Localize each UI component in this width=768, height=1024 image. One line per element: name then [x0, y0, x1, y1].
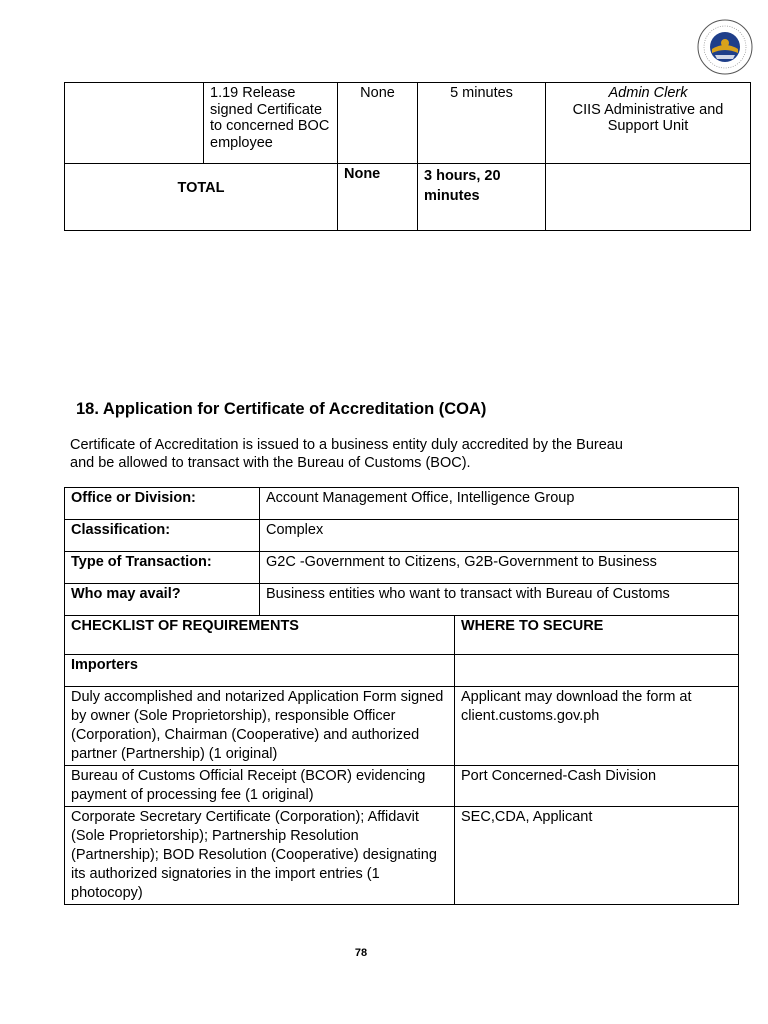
requirement-text: Bureau of Customs Official Receipt (BCOR) evidencing payment of processing fee (1 original)	[65, 766, 455, 807]
importers-label: Importers	[65, 655, 455, 687]
page-number: 78	[354, 947, 368, 959]
table-row	[65, 807, 739, 905]
table-row	[65, 766, 739, 807]
total-time: 3 hours, 20 minutes	[418, 164, 546, 231]
avail-label: Who may avail?	[65, 584, 260, 616]
client-step-cell	[65, 83, 204, 164]
processing-time-cell: 5 minutes	[418, 83, 546, 164]
table-row	[65, 552, 739, 584]
classification-value: Complex	[260, 520, 739, 552]
table-row	[65, 83, 751, 164]
person-unit: CIIS Administrative and Support Unit	[572, 101, 724, 134]
process-steps-table	[64, 82, 751, 231]
person-responsible-cell	[546, 83, 751, 164]
requirement-text: Duly accomplished and notarized Application Form signed by owner (Sole Proprietorship), responsible Officer (Corporation), Chairman (Cooperative) and authorized partner (Partnership) (1 original)	[65, 687, 455, 766]
table-row	[65, 520, 739, 552]
bureau-seal-icon	[697, 19, 753, 75]
requirement-where: Port Concerned-Cash Division	[455, 766, 739, 807]
table-row	[65, 687, 739, 766]
office-label: Office or Division:	[65, 488, 260, 520]
classification-label: Classification:	[65, 520, 260, 552]
table-row	[65, 584, 739, 616]
section-intro: Certificate of Accreditation is issued to a business entity duly accredited by the Bureau and be allowed to transact with the Bureau of Customs (BOC).	[70, 437, 623, 471]
office-value: Account Management Office, Intelligence Group	[260, 488, 739, 520]
service-info-table	[64, 487, 739, 905]
agency-action-cell: 1.19 Release signed Certificate to concerned BOC employee	[204, 83, 338, 164]
requirement-where: Applicant may download the form at client.customs.gov.ph	[455, 687, 739, 766]
where-header: WHERE TO SECURE	[455, 616, 739, 655]
total-label: TOTAL	[65, 164, 338, 231]
checklist-header: CHECKLIST OF REQUIREMENTS	[65, 616, 455, 655]
requirement-where: SEC,CDA, Applicant	[455, 807, 739, 905]
checklist-header-row	[65, 616, 739, 655]
total-person-cell	[546, 164, 751, 231]
transaction-label: Type of Transaction:	[65, 552, 260, 584]
fees-cell: None	[338, 83, 418, 164]
requirement-text: Corporate Secretary Certificate (Corporation); Affidavit (Sole Proprietorship); Partnership Resolution (Partnership); BOD Resolution (Cooperative) designating its authorized signatories in the import entries (1 photocopy)	[65, 807, 455, 905]
total-row	[65, 164, 751, 231]
transaction-value: G2C -Government to Citizens, G2B-Government to Business	[260, 552, 739, 584]
section-title: 18. Application for Certificate of Accreditation (COA)	[76, 400, 487, 418]
table-row	[65, 655, 739, 687]
person-role: Admin Clerk	[608, 85, 688, 101]
table-row	[65, 488, 739, 520]
importers-where	[455, 655, 739, 687]
avail-value: Business entities who want to transact with Bureau of Customs	[260, 584, 739, 616]
total-fees: None	[338, 164, 418, 231]
